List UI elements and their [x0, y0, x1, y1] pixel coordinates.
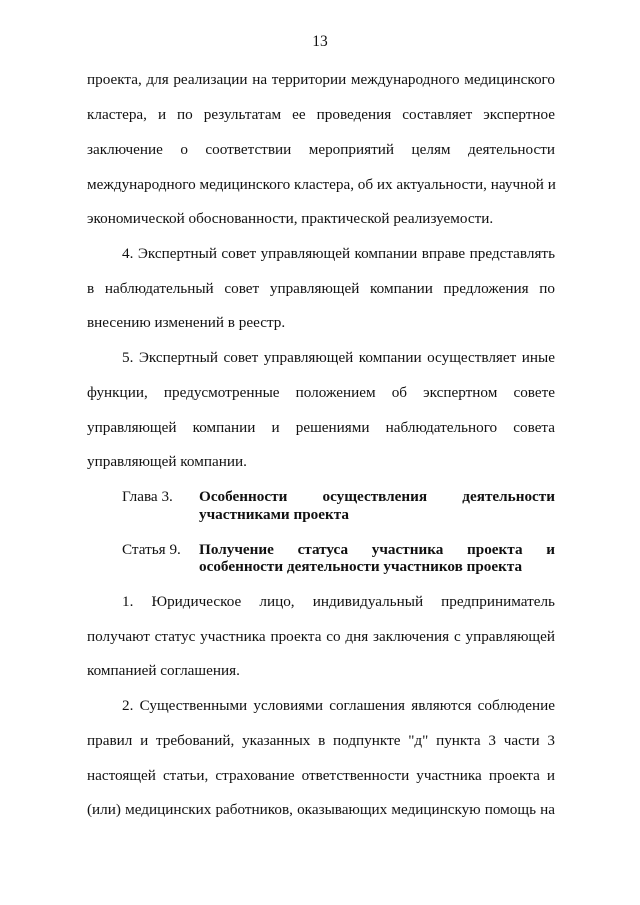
text-line: 2. Существенными условиями соглашения являются соблюдение: [122, 697, 555, 714]
text-line: управляющей компании и решениями наблюдательного совета: [87, 419, 555, 436]
text-line: 5. Экспертный совет управляющей компании осуществляет иные: [122, 349, 555, 366]
text-line: управляющей компании.: [87, 453, 247, 470]
text-line: 1. Юридическое лицо, индивидуальный предприниматель: [122, 593, 555, 610]
text-line: компанией соглашения.: [87, 662, 240, 679]
article-title-line: особенности деятельности участников проекта: [199, 558, 523, 575]
text-line: кластера, и по результатам ее проведения составляет экспертное: [87, 106, 555, 123]
text-line: заключение о соответствии мероприятий целям деятельности: [87, 141, 555, 158]
text-line: 4. Экспертный совет управляющей компании вправе представлять: [122, 245, 555, 262]
text-line: внесению изменений в реестр.: [87, 314, 286, 331]
text-line: правил и требований, указанных в подпункте "д" пункта 3 части 3: [87, 732, 555, 749]
page-number: 13: [312, 33, 328, 50]
text-line: функции, предусмотренные положением об экспертном совете: [87, 384, 555, 401]
text-line: настоящей статьи, страхование ответственности участника проекта и: [87, 767, 555, 784]
text-line: экономической обоснованности, практической реализуемости.: [87, 210, 494, 227]
text-line: проекта, для реализации на территории международного медицинского: [87, 71, 555, 88]
text-line: международного медицинского кластера, об их актуальности, научной и: [87, 176, 556, 193]
chapter-title-line: участниками проекта: [199, 506, 349, 523]
chapter-label: Глава 3.: [122, 488, 173, 505]
text-line: (или) медицинских работников, оказывающих медицинскую помощь на: [87, 801, 555, 818]
chapter-title-line: Особенности осуществления деятельности: [199, 488, 555, 505]
article-title-line: Получение статуса участника проекта и: [199, 541, 555, 558]
text-line: в наблюдательный совет управляющей компании предложения по: [87, 280, 555, 297]
article-label: Статья 9.: [122, 541, 181, 558]
text-line: получают статус участника проекта со дня заключения с управляющей: [87, 628, 555, 645]
